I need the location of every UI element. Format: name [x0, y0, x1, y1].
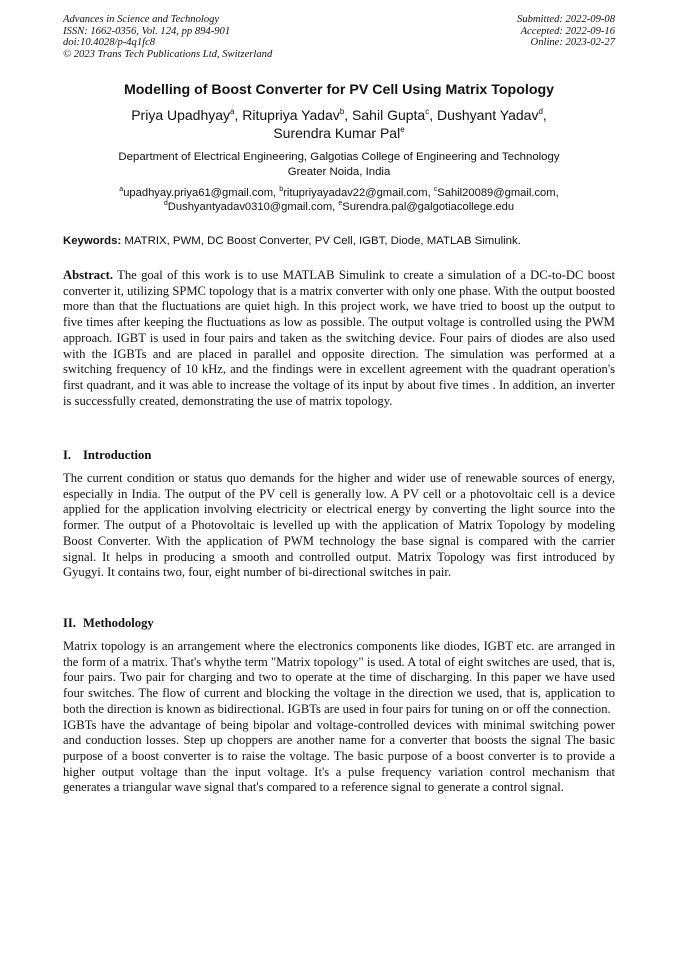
author-list: Priya Upadhyay$^a$, Ritupriya Yadav$^b$, Sahil Gupta$^c$, Dushyant Yadav$^d$, Surendra Kumar Pal$^e$	[131, 107, 547, 141]
email-link[interactable]: $^e$Surendra.pal@galgotiacollege.edu	[338, 200, 515, 213]
section-body-methodology	[63, 639, 615, 796]
keywords-text: MATRIX, PWM, DC Boost Converter, PV Cell, IGBT, Diode, MATLAB Simulink.	[124, 235, 521, 247]
paragraph: IGBTs have the advantage of being bipolar and voltage-controlled devices with minimal switching power and conduction losses. Step up choppers are another name for a converter that boosts the signal The basic purpose of a boost converter is to raise the voltage. The basic purpose of a boost converter is to provide a higher output voltage than the input voltage. It's a pulse frequency variation control mechanism that generates a triangular wave signal that's compared to a reference signal to generate a control signal.	[63, 717, 615, 795]
keywords	[63, 235, 615, 247]
submitted-date: Submitted: 2022-09-08	[517, 14, 615, 25]
abstract-label: Abstract.	[63, 268, 114, 282]
header-left	[63, 14, 272, 60]
email-link[interactable]: $^b$ritupriyayadav22@gmail.com	[279, 186, 428, 199]
email-list: $^a$upadhyay.priya61@gmail.com, $^b$ritupriyayadav22@gmail.com, $^c$Sahil20089@gmail.com, $^d$Dushyantyadav0310@gmail.com, $^e$Surendra.pal@galgotiacollege.edu	[119, 186, 559, 213]
section-heading-methodology: II. Methodology	[63, 616, 154, 630]
section-heading-introduction: I. Introduction	[63, 448, 152, 462]
journal-name: Advances in Science and Technology	[63, 14, 220, 25]
issn: ISSN: 1662-0356, Vol. 124, pp 894-901	[63, 25, 231, 37]
author: Surendra Kumar Pal$^e$	[273, 125, 405, 141]
author: Priya Upadhyay$^a$	[131, 107, 235, 123]
author: Dushyant Yadav$^d$	[437, 107, 543, 123]
paper-title: Modelling of Boost Converter for PV Cell Using Matrix Topology	[123, 82, 555, 98]
email-link[interactable]: $^d$Dushyantyadav0310@gmail.com	[163, 200, 333, 213]
author: Ritupriya Yadav$^b$	[242, 107, 345, 123]
email-link[interactable]: $^c$Sahil20089@gmail.com	[433, 186, 556, 199]
section-body-introduction	[63, 471, 615, 581]
abstract	[63, 268, 615, 409]
author: Sahil Gupta$^c$	[352, 107, 430, 123]
accepted-date: Accepted: 2022-09-16	[520, 25, 615, 37]
paragraph: Matrix topology is an arrangement where the electronics components like diodes, IGBT etc. are arranged in the form of a matrix. That's whythe term "Matrix topology" is used. A total of eight switches are used, that is, four pairs. Two pair for charging and two to operate at the time of discharging. In this paper we have used four switches. The flow of current and blocking the voltage in the direction we used, that is, application to both the direction is known as bidirectional. IGBTs are used in four pairs for tuning on or off the connection.	[63, 639, 615, 716]
keywords-label: Keywords:	[63, 235, 122, 247]
abstract-text: The goal of this work is to use MATLAB Simulink to create a simulation of a DC-to-DC boost converter it, utilizing SPMC topology that is a matrix converter with only one phase. With the output boosted more than that the fluctuations are quiet high. In this project work, we have tried to boost up the output to five times after keeping the fluctuations as low as possible. The output voltage is controlled using the PWM approach. IGBT is used in four pairs and taken as the switching device. Four pairs of diodes are also used with the IGBTs and are placed in parallel and opposite direction. The simulation was performed at a switching frequency of 10 kHz, and the findings were in excellent agreement with the quadrant operation's first quadrant, and it was able to increase the voltage of its input by about five times . In addition, an inverter is successfully created, demonstrating the use of matrix topology.	[63, 268, 615, 408]
header-right	[517, 14, 615, 49]
doi: doi:10.4028/p-4q1fc8	[63, 37, 156, 49]
paragraph: The current condition or status quo demands for the higher and wider use of renewable sources of energy, especially in India. The output of the PV cell is generally low. A PV cell or a photovoltaic cell is a device applied for the application involving electricity or electrical energy by converting the light source into the former. The output of a Photovoltaic is levelled up with the application of Matrix Topology by modeling Boost Converter. With the application of PWM technology the base signal is compared with the carrier signal. It helps in producing a smooth and controlled output. Matrix Topology was first introduced by Gyugyi. It contains two, four, eight number of bi-directional switches in pair.	[63, 471, 615, 580]
copyright: © 2023 Trans Tech Publications Ltd, Switzerland	[63, 48, 273, 60]
affiliation: Department of Electrical Engineering, Galgotias College of Engineering and Technology Greater Noida, India	[118, 151, 560, 178]
online-date: Online: 2023-02-27	[530, 37, 615, 49]
email-link[interactable]: $^a$upadhyay.priya61@gmail.com	[119, 186, 274, 199]
